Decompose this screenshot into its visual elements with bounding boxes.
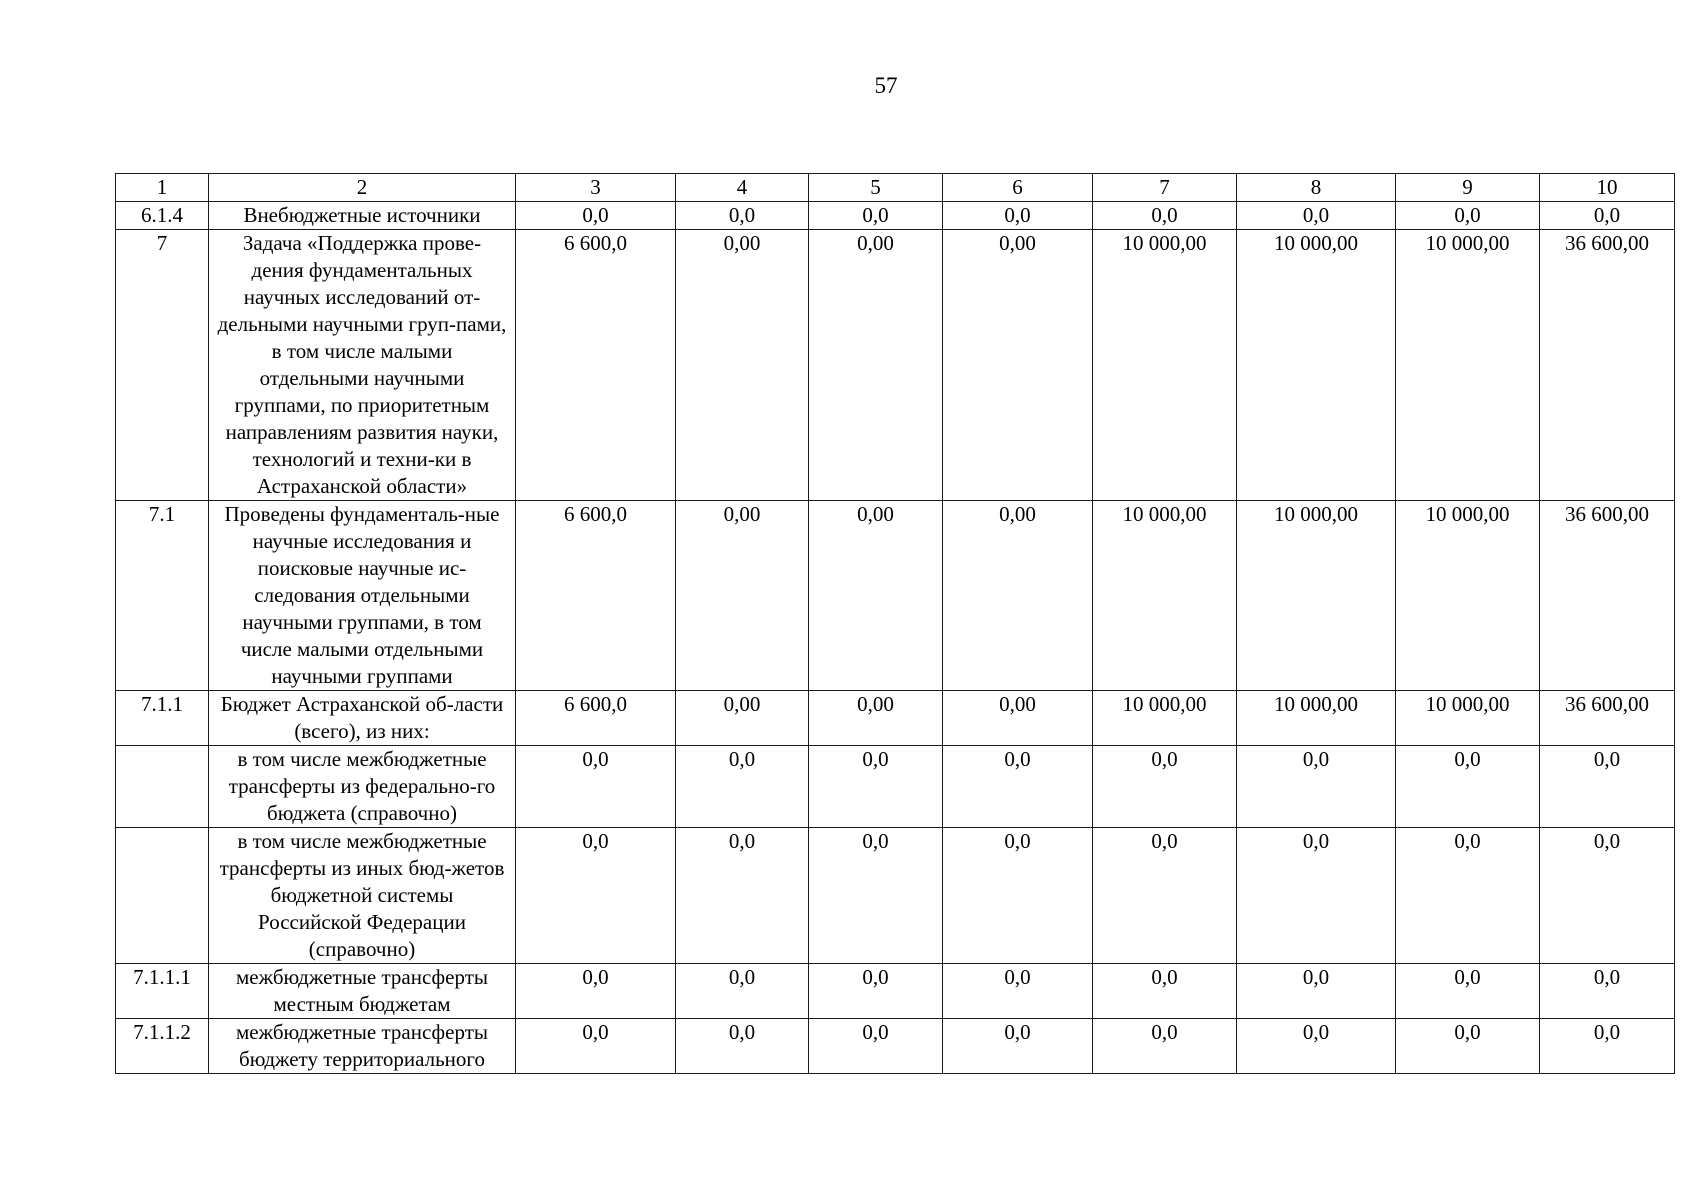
row-value: 0,00 (809, 691, 943, 746)
row-value: 6 600,0 (516, 501, 676, 691)
row-value: 0,0 (516, 964, 676, 1019)
row-value: 0,0 (676, 828, 809, 964)
row-value: 0,0 (516, 746, 676, 828)
row-value: 10 000,00 (1396, 230, 1540, 501)
row-code: 7.1.1.2 (116, 1019, 209, 1074)
row-code: 7.1.1 (116, 691, 209, 746)
row-value: 0,0 (809, 746, 943, 828)
row-value: 0,00 (676, 501, 809, 691)
row-value: 0,00 (943, 691, 1093, 746)
row-value: 0,0 (1093, 202, 1237, 230)
row-name: в том числе межбюджетные трансферты из федерально-го бюджета (справочно) (209, 746, 516, 828)
row-value: 0,00 (809, 501, 943, 691)
column-number: 7 (1093, 174, 1237, 202)
column-number: 3 (516, 174, 676, 202)
row-value: 0,0 (1237, 202, 1396, 230)
row-value: 0,0 (943, 746, 1093, 828)
row-name: Проведены фундаменталь-ные научные исследования и поисковые научные ис-следования отдельными научными группами, в том числе малыми отдельными научными группами (209, 501, 516, 691)
row-value: 36 600,00 (1540, 501, 1675, 691)
row-value: 10 000,00 (1093, 501, 1237, 691)
row-name: межбюджетные трансферты бюджету территориального (209, 1019, 516, 1074)
row-value: 0,0 (809, 202, 943, 230)
row-value: 0,0 (1540, 202, 1675, 230)
row-value: 0,0 (1396, 1019, 1540, 1074)
row-name: Задача «Поддержка прове-дения фундаментальных научных исследований от-дельными научными груп-пами, в том числе малыми отдельными научными группами, по приоритетным направлениям развития науки, технологий и техни-ки в Астраханской области» (209, 230, 516, 501)
row-value: 0,0 (1093, 964, 1237, 1019)
row-name: межбюджетные трансферты местным бюджетам (209, 964, 516, 1019)
row-value: 0,00 (809, 230, 943, 501)
column-number: 6 (943, 174, 1093, 202)
row-value: 0,0 (943, 828, 1093, 964)
row-value: 0,0 (1093, 746, 1237, 828)
row-value: 0,0 (1396, 828, 1540, 964)
row-code: 7 (116, 230, 209, 501)
row-value: 0,0 (1540, 964, 1675, 1019)
row-value: 0,0 (1237, 1019, 1396, 1074)
row-value: 0,00 (676, 691, 809, 746)
row-value: 0,0 (1237, 964, 1396, 1019)
table-row (116, 691, 1675, 746)
row-value: 10 000,00 (1396, 501, 1540, 691)
table-row (116, 230, 1675, 501)
row-code (116, 746, 209, 828)
page-number: 57 (874, 73, 898, 98)
row-value: 0,00 (676, 230, 809, 501)
table-row (116, 501, 1675, 691)
column-number: 2 (209, 174, 516, 202)
row-value: 0,00 (943, 501, 1093, 691)
row-code (116, 828, 209, 964)
row-value: 0,0 (943, 964, 1093, 1019)
row-value: 0,0 (809, 828, 943, 964)
row-value: 0,0 (516, 1019, 676, 1074)
row-value: 6 600,0 (516, 230, 676, 501)
row-value: 0,0 (1237, 746, 1396, 828)
row-value: 0,0 (516, 202, 676, 230)
row-value: 0,0 (1540, 1019, 1675, 1074)
row-value: 0,0 (516, 828, 676, 964)
row-value: 0,0 (676, 964, 809, 1019)
row-value: 0,00 (943, 230, 1093, 501)
table-row (116, 964, 1675, 1019)
column-number: 5 (809, 174, 943, 202)
row-value: 0,0 (1540, 746, 1675, 828)
row-value: 0,0 (1237, 828, 1396, 964)
row-value: 0,0 (676, 202, 809, 230)
row-code: 7.1 (116, 501, 209, 691)
row-code: 7.1.1.1 (116, 964, 209, 1019)
row-name: Внебюджетные источники (209, 202, 516, 230)
row-value: 0,0 (1540, 828, 1675, 964)
row-value: 10 000,00 (1093, 691, 1237, 746)
row-value: 36 600,00 (1540, 230, 1675, 501)
row-value: 0,0 (809, 1019, 943, 1074)
row-value: 0,0 (809, 964, 943, 1019)
column-number: 1 (116, 174, 209, 202)
row-value: 10 000,00 (1237, 691, 1396, 746)
row-value: 0,0 (943, 202, 1093, 230)
budget-table (115, 173, 1675, 1074)
row-value: 10 000,00 (1237, 501, 1396, 691)
row-value: 36 600,00 (1540, 691, 1675, 746)
column-number-row (116, 174, 1675, 202)
table-row (116, 746, 1675, 828)
column-number: 9 (1396, 174, 1540, 202)
row-value: 0,0 (1093, 1019, 1237, 1074)
row-value: 10 000,00 (1237, 230, 1396, 501)
row-value: 0,0 (1093, 828, 1237, 964)
row-value: 0,0 (1396, 202, 1540, 230)
row-value: 0,0 (676, 1019, 809, 1074)
table-row (116, 828, 1675, 964)
row-name: Бюджет Астраханской об-ласти (всего), из них: (209, 691, 516, 746)
column-number: 8 (1237, 174, 1396, 202)
table-row (116, 1019, 1675, 1074)
column-number: 10 (1540, 174, 1675, 202)
row-value: 10 000,00 (1093, 230, 1237, 501)
row-value: 10 000,00 (1396, 691, 1540, 746)
row-name: в том числе межбюджетные трансферты из иных бюд-жетов бюджетной системы Российской Федерации (справочно) (209, 828, 516, 964)
row-value: 0,0 (1396, 964, 1540, 1019)
row-value: 0,0 (1396, 746, 1540, 828)
row-value: 0,0 (943, 1019, 1093, 1074)
column-number: 4 (676, 174, 809, 202)
row-code: 6.1.4 (116, 202, 209, 230)
row-value: 0,0 (676, 746, 809, 828)
row-value: 6 600,0 (516, 691, 676, 746)
table-row (116, 202, 1675, 230)
